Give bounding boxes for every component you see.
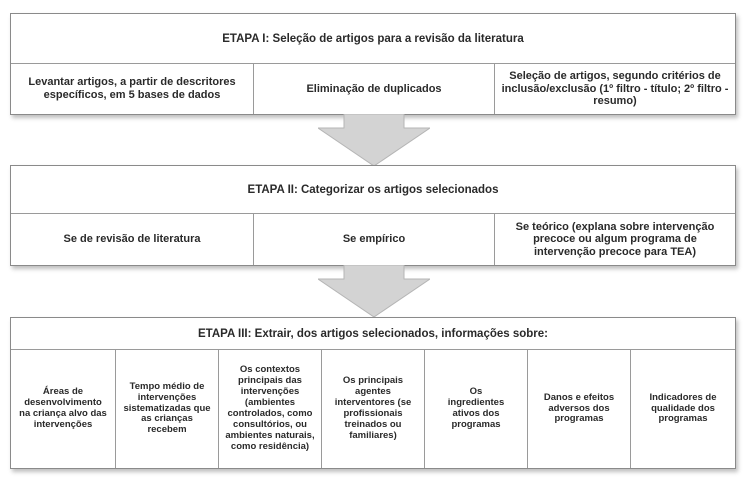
stage-3-item: Os ingredientes ativos dos programas (424, 350, 527, 468)
stage-2-title: ETAPA II: Categorizar os artigos selecionados (247, 184, 499, 196)
stage-2-item: Se de revisão de literatura (63, 233, 201, 246)
stage-2-box (10, 165, 736, 266)
stage-1-item: Seleção de artigos, segundo critérios de inclusão/exclusão (1º filtro - título; 2º filtro - resumo) (494, 64, 735, 114)
stage-1-box (10, 13, 736, 115)
stage-1-row (11, 63, 735, 114)
stage-3-item: Os contextos principais das intervenções (ambientes controlados, como consultórios, ou ambientes naturais, como residência) (218, 350, 321, 468)
stage-3-item: Indicadores de qualidade dos programas (630, 350, 735, 468)
stage-2-item: Se teórico (explana sobre intervenção precoce ou algum programa de intervenção precoce para TEA) (494, 214, 735, 265)
down-arrow-icon (318, 265, 430, 319)
stage-1-item: Levantar artigos, a partir de descritores específicos, em 5 bases de dados (28, 76, 236, 101)
stage-3-item: Áreas de desenvolvimento na criança alvo das intervenções (19, 386, 107, 430)
stage-1-item: Eliminação de duplicados (253, 64, 494, 114)
stage-2-item: Se empírico (253, 214, 494, 265)
stage-2-row (11, 213, 735, 265)
stage-3-item: Os principais agentes interventores (se profissionais treinados ou familiares) (321, 350, 424, 468)
stage-3-item: Tempo médio de intervenções sistematizadas que as crianças recebem (115, 350, 218, 468)
stage-3-box (10, 317, 736, 469)
stage-1-title: ETAPA I: Seleção de artigos para a revisão da literatura (222, 33, 524, 45)
stage-3-title: ETAPA III: Extrair, dos artigos selecionados, informações sobre: (198, 328, 548, 340)
stage-3-item: Danos e efeitos adversos dos programas (527, 350, 630, 468)
stage-3-row (11, 349, 735, 468)
down-arrow-icon (318, 114, 430, 168)
